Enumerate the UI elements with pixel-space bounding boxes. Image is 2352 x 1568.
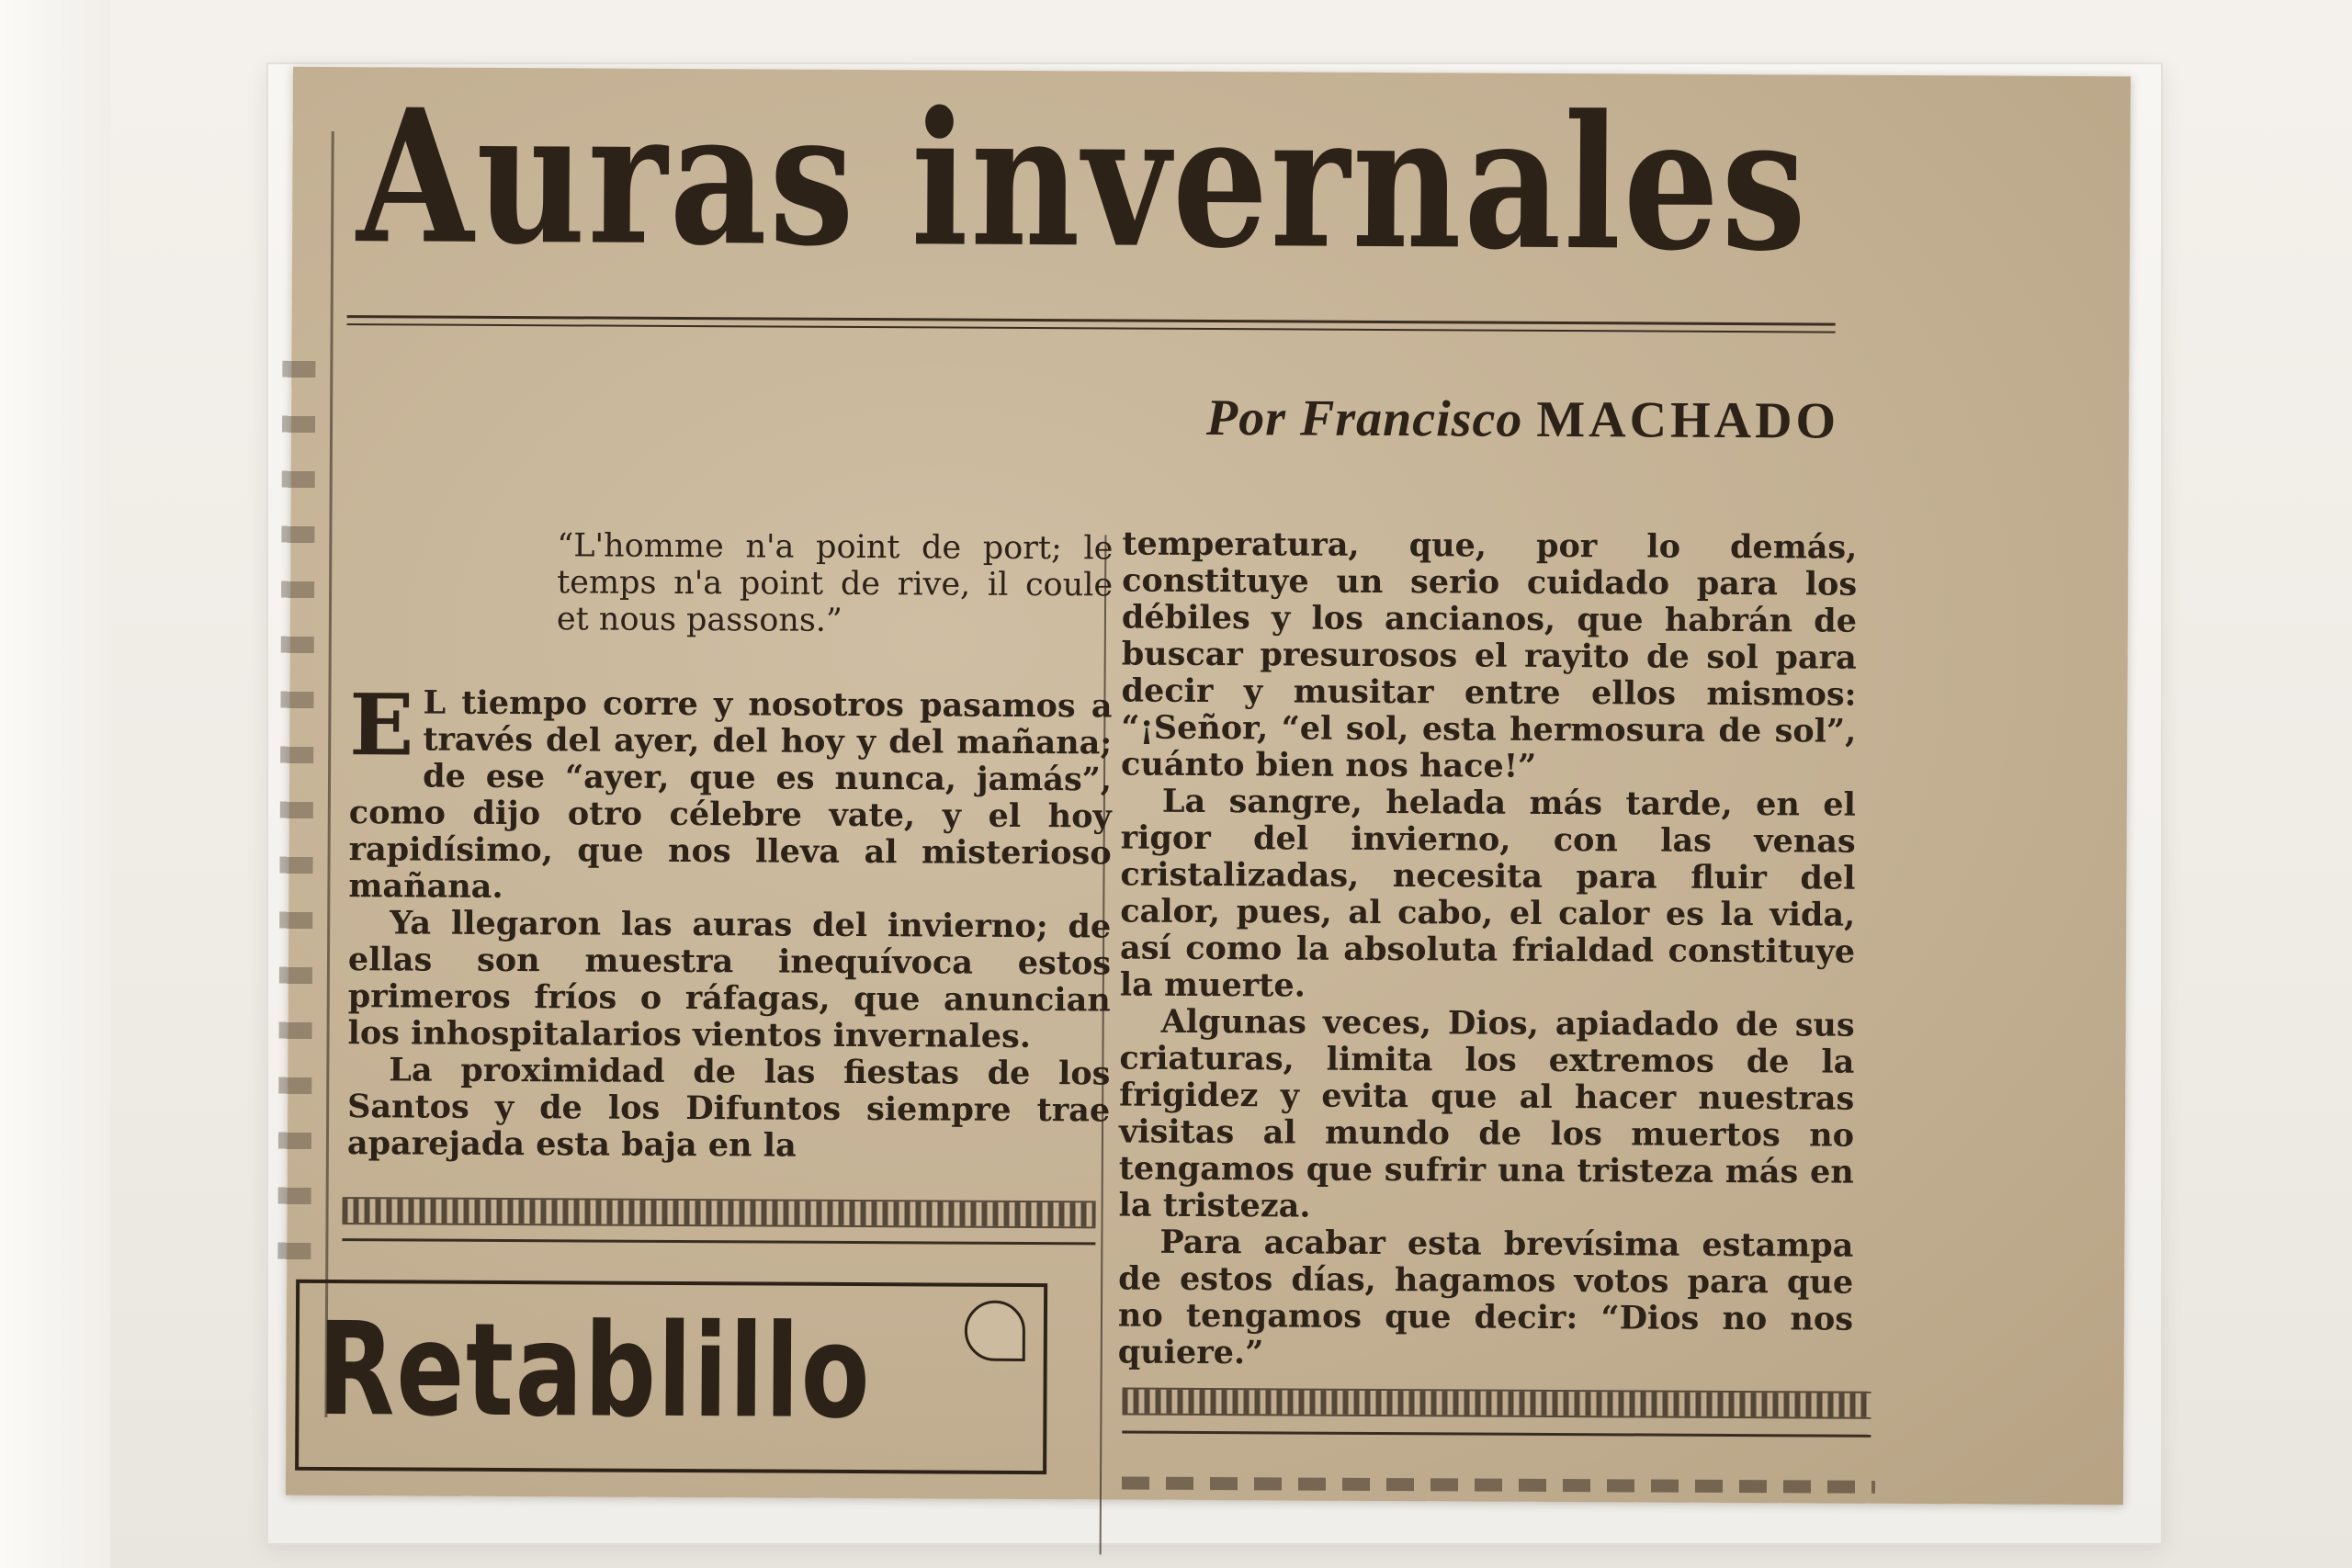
paragraph-6: Algunas veces, Dios, apiadado de sus criaturas, limita los extremos de la frigidez y evita que al hacer nuestras visitas al mundo de los muertos no tengamos que sufrir una tristeza más en la tristeza. (1118, 1002, 1855, 1225)
epigraph: “L'homme n'a point de port; le temps n'a point de rive, il coule et nous passons.” (556, 527, 1114, 639)
byline-prefix: Por Francisco (1205, 389, 1523, 448)
bottom-rule-left (342, 1238, 1095, 1245)
section-title: Retablillo (317, 1294, 872, 1449)
ornament-icon (965, 1301, 1025, 1361)
article-column-right (1118, 526, 1858, 1375)
dropcap: E (349, 675, 414, 775)
paragraph-1-text: L tiempo corre y nosotros pasamos a través del ayer, del hoy y del mañana; de ese “ayer, que es nunca, jamás”, como dijo otro célebre vate, y el hoy rapidísimo, que nos lleva al misterioso mañana. (348, 683, 1113, 906)
paragraph-4: temperatura, que, por lo demás, constituye un serio cuidado para los débiles y los ancianos, que habrán de buscar presurosos el rayito de sol para decir y musitar entre ellos mismos: “¡Señor, “el sol, esta hermosura de sol”, cuánto bien nos hace!” (1121, 525, 1858, 785)
headline: Auras invernales (356, 69, 1810, 293)
byline-surname: MACHADO (1536, 390, 1840, 450)
paragraph-1 (348, 675, 1113, 908)
headline-rule (347, 315, 1836, 333)
backdrop-left (0, 0, 110, 1568)
newspaper-clipping (286, 67, 2131, 1505)
paragraph-5: La sangre, helada más tarde, en el rigor del invierno, con las venas cristalizadas, necesita para fluir del calor, pues, al cabo, el calor es la vida, así como la absoluta frialdad constituye la muerte. (1119, 782, 1857, 1005)
paragraph-7: Para acabar esta brevísima estampa de estos días, hagamos votos para que no tengamos que decir: “Dios no nos quiere.” (1117, 1223, 1854, 1372)
torn-adjacent-column-fragment (277, 361, 315, 1280)
article-column-left (347, 526, 1114, 1166)
left-edge-rule (324, 131, 334, 1417)
paragraph-2: Ya llegaron las auras del invierno; de ellas son muestra inequívoca estos primeros fríos o ráfagas, que anuncian los inhospitalarios vientos invernales. (347, 904, 1112, 1055)
section-header-box (295, 1280, 1047, 1474)
ornamental-border-right (1122, 1388, 1871, 1419)
bottom-rule-right (1122, 1431, 1871, 1438)
ornamental-border-left (342, 1197, 1095, 1228)
byline (1206, 389, 1839, 451)
paragraph-3: La proximidad de las fiestas de los Santos y de los Difuntos siempre trae aparejada esta baja en la (346, 1051, 1111, 1165)
cut-off-text-fragment (1122, 1477, 1875, 1494)
